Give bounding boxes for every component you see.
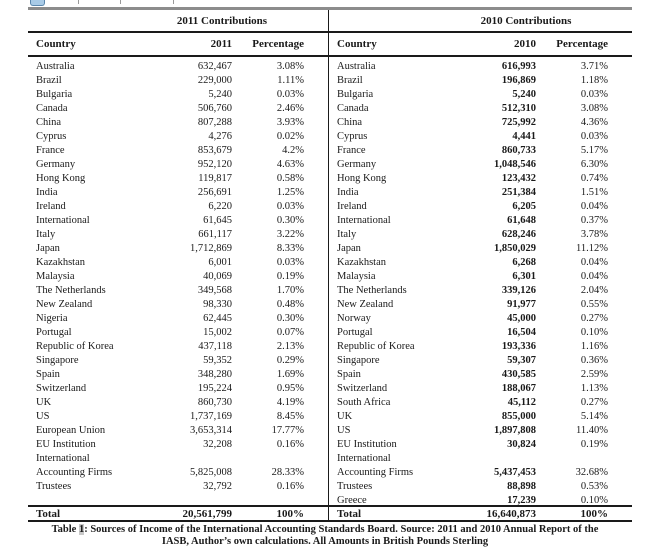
table-row xyxy=(28,255,328,269)
value-cell: 32,792 xyxy=(203,480,232,492)
value-cell: 512,310 xyxy=(501,102,536,114)
table-row xyxy=(329,451,632,465)
table-row xyxy=(329,339,632,353)
percentage-cell: 2.13% xyxy=(276,340,304,352)
country-cell: Greece xyxy=(337,494,367,506)
country-cell: EU Institution xyxy=(337,438,397,450)
percentage-cell: 0.07% xyxy=(276,326,304,338)
country-cell: Ireland xyxy=(36,200,66,212)
value-cell: 16,504 xyxy=(507,326,536,338)
table-row xyxy=(329,381,632,395)
percentage-cell: 5.14% xyxy=(580,410,608,422)
table-row xyxy=(28,101,328,115)
country-cell: UK xyxy=(337,410,353,422)
country-cell: Accounting Firms xyxy=(337,466,414,478)
percentage-cell: 1.18% xyxy=(580,74,608,86)
percentage-cell: 1.69% xyxy=(276,368,304,380)
value-cell: 59,352 xyxy=(203,354,232,366)
value-cell: 725,992 xyxy=(501,116,536,128)
country-cell: EU Institution xyxy=(36,438,96,450)
table-row xyxy=(28,465,328,479)
country-cell: Brazil xyxy=(337,74,363,86)
total-percentage: 100% xyxy=(276,507,304,520)
table-row xyxy=(329,185,632,199)
table-row xyxy=(329,129,632,143)
country-cell: International xyxy=(337,452,391,464)
value-cell: 616,993 xyxy=(501,60,536,72)
total-label: Total xyxy=(36,507,61,520)
value-cell: 853,679 xyxy=(197,144,232,156)
group-header-row xyxy=(329,10,632,33)
caption-text: : Sources of Income of the International Accounting Standards Board. Source: 2011 and 2010 Annual Report of the IASB, Author’s own calculations. All Amounts in British Pounds Sterling xyxy=(84,524,599,547)
table-row xyxy=(329,325,632,339)
percentage-cell: 0.27% xyxy=(580,396,608,408)
column-header-percentage: Percentage xyxy=(252,38,304,50)
value-cell: 1,048,546 xyxy=(494,158,536,170)
country-cell: Italy xyxy=(36,228,56,240)
value-cell: 251,384 xyxy=(501,186,536,198)
table-row xyxy=(329,115,632,129)
percentage-cell: 0.53% xyxy=(580,480,608,492)
country-cell: Switzerland xyxy=(36,382,87,394)
country-cell: Hong Kong xyxy=(36,172,86,184)
value-cell: 349,568 xyxy=(197,284,232,296)
value-cell: 15,002 xyxy=(203,326,232,338)
column-header-row xyxy=(329,33,632,57)
table-body-2011 xyxy=(28,57,328,505)
value-cell: 30,824 xyxy=(507,438,536,450)
country-cell: Australia xyxy=(36,60,75,72)
value-cell: 632,467 xyxy=(197,60,232,72)
value-cell: 1,712,869 xyxy=(190,242,232,254)
country-cell: Canada xyxy=(337,102,369,114)
table-row xyxy=(28,367,328,381)
percentage-cell: 4.2% xyxy=(282,144,304,156)
country-cell: South Africa xyxy=(337,396,391,408)
value-cell: 6,001 xyxy=(208,256,232,268)
value-cell: 437,118 xyxy=(198,340,232,352)
table-row xyxy=(329,199,632,213)
table-row xyxy=(28,87,328,101)
table-half-2010 xyxy=(329,10,632,522)
country-cell: Canada xyxy=(36,102,68,114)
country-cell: US xyxy=(36,410,50,422)
value-cell: 45,112 xyxy=(507,396,536,408)
country-cell: Kazakhstan xyxy=(36,256,85,268)
percentage-cell: 0.10% xyxy=(580,494,608,506)
country-cell: Republic of Korea xyxy=(337,340,415,352)
value-cell: 6,205 xyxy=(512,200,536,212)
percentage-cell: 0.30% xyxy=(276,214,304,226)
country-cell: Hong Kong xyxy=(337,172,387,184)
percentage-cell: 0.04% xyxy=(580,200,608,212)
percentage-cell: 0.58% xyxy=(276,172,304,184)
value-cell: 5,240 xyxy=(512,88,536,100)
table-row xyxy=(329,311,632,325)
total-value: 20,561,799 xyxy=(182,507,232,520)
table-row xyxy=(28,479,328,493)
table-row xyxy=(28,227,328,241)
country-cell: The Netherlands xyxy=(337,284,407,296)
table-row xyxy=(329,479,632,493)
country-cell: Accounting Firms xyxy=(36,466,113,478)
total-row-2011 xyxy=(28,505,328,522)
table-row xyxy=(28,269,328,283)
table-row xyxy=(28,325,328,339)
table-body-2010 xyxy=(329,57,632,505)
table-row xyxy=(329,493,632,507)
value-cell: 119,817 xyxy=(198,172,232,184)
country-cell: Bulgaria xyxy=(36,88,73,100)
value-cell: 628,246 xyxy=(501,228,536,240)
table-row xyxy=(329,283,632,297)
table-row xyxy=(329,423,632,437)
value-cell: 61,648 xyxy=(507,214,536,226)
percentage-cell: 0.37% xyxy=(580,214,608,226)
total-value: 16,640,873 xyxy=(486,507,536,520)
group-header-row xyxy=(28,10,328,33)
country-cell: Germany xyxy=(36,158,76,170)
percentage-cell: 0.19% xyxy=(580,438,608,450)
table-row xyxy=(28,199,328,213)
value-cell: 88,898 xyxy=(507,480,536,492)
column-header-2011: 2011 xyxy=(210,38,232,50)
table-row xyxy=(28,311,328,325)
percentage-cell: 28.33% xyxy=(271,466,304,478)
percentage-cell: 0.29% xyxy=(276,354,304,366)
total-percentage: 100% xyxy=(580,507,608,520)
percentage-cell: 3.71% xyxy=(580,60,608,72)
value-cell: 40,069 xyxy=(203,270,232,282)
table-row xyxy=(329,227,632,241)
table-row xyxy=(329,465,632,479)
percentage-cell: 17.77% xyxy=(271,424,304,436)
value-cell: 91,977 xyxy=(507,298,536,310)
value-cell: 17,239 xyxy=(507,494,536,506)
percentage-cell: 0.03% xyxy=(580,130,608,142)
table-row xyxy=(329,171,632,185)
table-caption xyxy=(0,524,650,548)
table-row xyxy=(329,353,632,367)
value-cell: 229,000 xyxy=(197,74,232,86)
table-row xyxy=(28,381,328,395)
table-row xyxy=(28,143,328,157)
table-row xyxy=(28,437,328,451)
country-cell: Cyprus xyxy=(36,130,67,142)
table-half-2011 xyxy=(28,10,328,522)
country-cell: France xyxy=(36,144,65,156)
value-cell: 430,585 xyxy=(501,368,536,380)
value-cell: 59,307 xyxy=(507,354,536,366)
percentage-cell: 6.30% xyxy=(580,158,608,170)
column-header-percentage: Percentage xyxy=(556,38,608,50)
table-row xyxy=(329,213,632,227)
table-row xyxy=(329,269,632,283)
table-row xyxy=(329,73,632,87)
percentage-cell: 3.08% xyxy=(580,102,608,114)
value-cell: 855,000 xyxy=(501,410,536,422)
value-cell: 661,117 xyxy=(198,228,232,240)
percentage-cell: 3.78% xyxy=(580,228,608,240)
table-row xyxy=(28,157,328,171)
percentage-cell: 3.08% xyxy=(276,60,304,72)
country-cell: Germany xyxy=(337,158,377,170)
percentage-cell: 1.51% xyxy=(580,186,608,198)
value-cell: 4,276 xyxy=(208,130,232,142)
country-cell: Brazil xyxy=(36,74,62,86)
percentage-cell: 0.16% xyxy=(276,480,304,492)
value-cell: 5,240 xyxy=(208,88,232,100)
table-row xyxy=(329,297,632,311)
ruler-tick-icon xyxy=(173,0,174,4)
country-cell: International xyxy=(337,214,391,226)
table-row xyxy=(329,255,632,269)
value-cell: 6,301 xyxy=(512,270,536,282)
country-cell: Nigeria xyxy=(36,312,68,324)
percentage-cell: 2.59% xyxy=(580,368,608,380)
percentage-cell: 0.03% xyxy=(580,88,608,100)
table-row xyxy=(329,87,632,101)
value-cell: 196,869 xyxy=(501,74,536,86)
value-cell: 860,730 xyxy=(197,396,232,408)
country-cell: France xyxy=(337,144,366,156)
value-cell: 860,733 xyxy=(501,144,536,156)
value-cell: 188,067 xyxy=(501,382,536,394)
table-handle-icon[interactable] xyxy=(30,0,45,6)
percentage-cell: 4.36% xyxy=(580,116,608,128)
percentage-cell: 1.25% xyxy=(276,186,304,198)
table-row xyxy=(28,115,328,129)
percentage-cell: 0.03% xyxy=(276,256,304,268)
percentage-cell: 11.40% xyxy=(576,424,608,436)
percentage-cell: 3.22% xyxy=(276,228,304,240)
value-cell: 32,208 xyxy=(203,438,232,450)
table-row xyxy=(28,129,328,143)
country-cell: Australia xyxy=(337,60,376,72)
country-cell: New Zealand xyxy=(337,298,394,310)
percentage-cell: 1.70% xyxy=(276,284,304,296)
percentage-cell: 4.63% xyxy=(276,158,304,170)
value-cell: 5,825,008 xyxy=(190,466,232,478)
caption-prefix: Table xyxy=(51,524,79,535)
value-cell: 339,126 xyxy=(501,284,536,296)
table-row xyxy=(28,171,328,185)
value-cell: 952,120 xyxy=(197,158,232,170)
table-row xyxy=(329,101,632,115)
table-row xyxy=(28,409,328,423)
value-cell: 45,000 xyxy=(507,312,536,324)
country-cell: Kazakhstan xyxy=(337,256,386,268)
percentage-cell: 8.45% xyxy=(276,410,304,422)
country-cell: US xyxy=(337,424,351,436)
percentage-cell: 0.16% xyxy=(276,438,304,450)
country-cell: Spain xyxy=(337,368,361,380)
percentage-cell: 32.68% xyxy=(575,466,608,478)
percentage-cell: 1.16% xyxy=(580,340,608,352)
table-row xyxy=(28,297,328,311)
country-cell: UK xyxy=(36,396,52,408)
country-cell: Malaysia xyxy=(337,270,376,282)
value-cell: 807,288 xyxy=(197,116,232,128)
value-cell: 348,280 xyxy=(197,368,232,380)
value-cell: 1,850,029 xyxy=(494,242,536,254)
percentage-cell: 0.03% xyxy=(276,88,304,100)
table-row xyxy=(28,213,328,227)
group-header-2011: 2011 Contributions xyxy=(176,14,268,27)
value-cell: 62,445 xyxy=(203,312,232,324)
total-label: Total xyxy=(337,507,362,520)
country-cell: Japan xyxy=(36,242,60,254)
value-cell: 193,336 xyxy=(501,340,536,352)
value-cell: 506,760 xyxy=(197,102,232,114)
country-cell: Republic of Korea xyxy=(36,340,114,352)
table-row xyxy=(28,395,328,409)
country-cell: Portugal xyxy=(36,326,72,338)
table-row xyxy=(28,283,328,297)
value-cell: 1,897,808 xyxy=(494,424,536,436)
percentage-cell: 2.04% xyxy=(580,284,608,296)
country-cell: New Zealand xyxy=(36,298,93,310)
country-cell: Switzerland xyxy=(337,382,388,394)
table-row xyxy=(28,185,328,199)
value-cell: 3,653,314 xyxy=(190,424,232,436)
percentage-cell: 11.12% xyxy=(576,242,608,254)
table-row xyxy=(28,339,328,353)
country-cell: Singapore xyxy=(36,354,79,366)
percentage-cell: 0.02% xyxy=(276,130,304,142)
table-row xyxy=(28,241,328,255)
value-cell: 256,691 xyxy=(197,186,232,198)
percentage-cell: 4.19% xyxy=(276,396,304,408)
country-cell: Bulgaria xyxy=(337,88,374,100)
table-row xyxy=(28,73,328,87)
value-cell: 1,737,169 xyxy=(190,410,232,422)
percentage-cell: 8.33% xyxy=(276,242,304,254)
percentage-cell: 0.74% xyxy=(580,172,608,184)
table-row xyxy=(329,367,632,381)
value-cell: 123,432 xyxy=(501,172,536,184)
value-cell: 5,437,453 xyxy=(494,466,536,478)
country-cell: India xyxy=(36,186,58,198)
group-header-2010: 2010 Contributions xyxy=(480,14,572,27)
column-header-row xyxy=(28,33,328,57)
country-cell: Malaysia xyxy=(36,270,75,282)
country-cell: Trustees xyxy=(36,480,72,492)
country-cell: Trustees xyxy=(337,480,373,492)
value-cell: 61,645 xyxy=(203,214,232,226)
percentage-cell: 0.27% xyxy=(580,312,608,324)
percentage-cell: 5.17% xyxy=(580,144,608,156)
country-cell: China xyxy=(337,116,363,128)
table-row xyxy=(329,241,632,255)
country-cell: European Union xyxy=(36,424,106,436)
percentage-cell: 0.55% xyxy=(580,298,608,310)
percentage-cell: 1.11% xyxy=(277,74,304,86)
table-row xyxy=(28,353,328,367)
country-cell: International xyxy=(36,214,90,226)
table-row xyxy=(28,451,328,465)
contributions-table xyxy=(28,7,632,522)
column-header-country: Country xyxy=(337,38,377,50)
column-header-country: Country xyxy=(36,38,76,50)
country-cell: International xyxy=(36,452,90,464)
value-cell: 195,224 xyxy=(197,382,232,394)
table-row xyxy=(329,59,632,73)
percentage-cell: 0.95% xyxy=(276,382,304,394)
country-cell: China xyxy=(36,116,62,128)
country-cell: Spain xyxy=(36,368,60,380)
country-cell: Japan xyxy=(337,242,361,254)
total-row-2010 xyxy=(329,505,632,522)
percentage-cell: 0.19% xyxy=(276,270,304,282)
percentage-cell: 0.04% xyxy=(580,270,608,282)
percentage-cell: 0.48% xyxy=(276,298,304,310)
table-row xyxy=(329,409,632,423)
country-cell: Portugal xyxy=(337,326,373,338)
table-row xyxy=(28,423,328,437)
country-cell: The Netherlands xyxy=(36,284,106,296)
table-row xyxy=(329,157,632,171)
value-cell: 4,441 xyxy=(512,130,536,142)
country-cell: Italy xyxy=(337,228,357,240)
country-cell: Ireland xyxy=(337,200,367,212)
percentage-cell: 0.04% xyxy=(580,256,608,268)
country-cell: Norway xyxy=(337,312,371,324)
table-row xyxy=(329,143,632,157)
value-cell: 6,268 xyxy=(512,256,536,268)
ruler-tick-icon xyxy=(78,0,79,4)
percentage-cell: 1.13% xyxy=(580,382,608,394)
ruler-tick-icon xyxy=(120,0,121,4)
caption-table-number: 1 xyxy=(78,524,85,535)
country-cell: Cyprus xyxy=(337,130,368,142)
percentage-cell: 0.03% xyxy=(276,200,304,212)
value-cell: 6,220 xyxy=(208,200,232,212)
country-cell: Singapore xyxy=(337,354,380,366)
table-row xyxy=(329,437,632,451)
table-row xyxy=(28,59,328,73)
percentage-cell: 3.93% xyxy=(276,116,304,128)
percentage-cell: 0.36% xyxy=(580,354,608,366)
percentage-cell: 0.10% xyxy=(580,326,608,338)
country-cell: India xyxy=(337,186,359,198)
table-row xyxy=(329,395,632,409)
percentage-cell: 2.46% xyxy=(276,102,304,114)
percentage-cell: 0.30% xyxy=(276,312,304,324)
column-header-2010: 2010 xyxy=(514,38,536,50)
value-cell: 98,330 xyxy=(203,298,232,310)
